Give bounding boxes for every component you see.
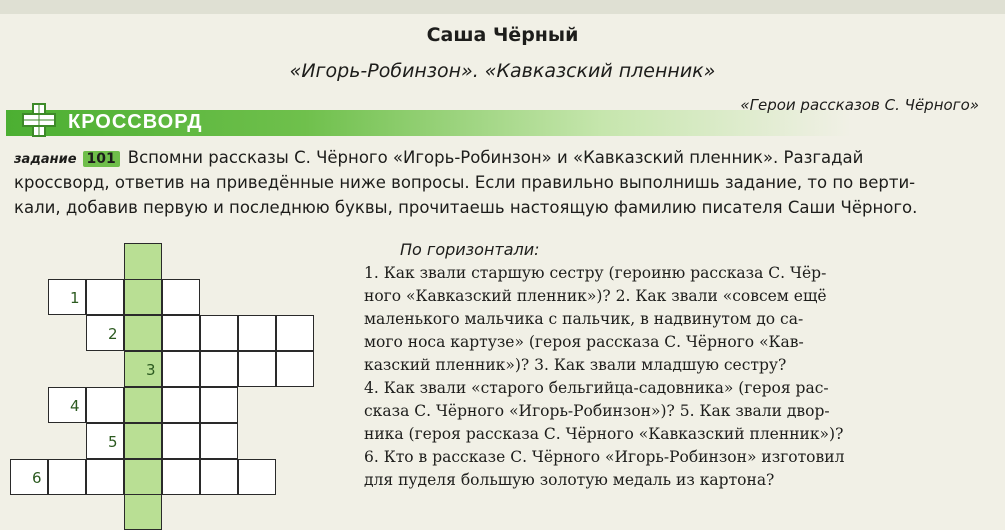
crossword-cell[interactable]: [86, 279, 124, 315]
crossword-row-number: 6: [32, 469, 42, 487]
crossword-label: КРОССВОРД: [68, 111, 203, 133]
crossword-cell[interactable]: [200, 387, 238, 423]
task-text-1: Вспомни рассказы С. Чёрного «Игорь-Робинзон» и «Кавказский пленник». Разгадай: [127, 148, 864, 167]
crossword-cell[interactable]: [124, 351, 162, 387]
crossword-row-number: 1: [70, 289, 80, 307]
task-number: 101: [83, 151, 120, 167]
question-line: маленького мальчика с пальчик, в надвинутом до са-: [364, 310, 804, 328]
question-line: 4. Как звали «старого бельгийца-садовника» (героя рас-: [364, 379, 829, 397]
crossword-cell[interactable]: [48, 279, 86, 315]
crossword-cell[interactable]: [162, 423, 200, 459]
task-line-3: кали, добавив первую и последнюю буквы, прочитаешь настоящую фамилию писателя Саши Чёрного.: [14, 198, 918, 217]
crossword-cell[interactable]: [124, 279, 162, 315]
crossword-cell[interactable]: [162, 387, 200, 423]
crossword-cell[interactable]: [86, 315, 124, 351]
question-line: ного «Кавказский пленник»)? 2. Как звали «совсем ещё: [364, 287, 827, 305]
crossword-cell[interactable]: [86, 387, 124, 423]
crossword-cell[interactable]: [238, 351, 276, 387]
crossword-cell[interactable]: [124, 315, 162, 351]
crossword-row-number: 5: [108, 433, 118, 451]
crossword-cell[interactable]: [124, 459, 162, 495]
crossword-cell[interactable]: [200, 315, 238, 351]
crossword-cell[interactable]: [86, 423, 124, 459]
crossword-cell[interactable]: [86, 459, 124, 495]
crossword-cell[interactable]: [48, 459, 86, 495]
across-heading: По горизонтали:: [400, 240, 540, 259]
crossword-cell[interactable]: [124, 387, 162, 423]
question-line: 6. Кто в рассказе С. Чёрного «Игорь-Робинзон» изготовил: [364, 448, 845, 466]
crossword-cell[interactable]: [48, 387, 86, 423]
crossword-row-number: 4: [70, 397, 80, 415]
stories-subtitle: «Игорь-Робинзон». «Кавказский пленник»: [289, 60, 716, 82]
crossword-row-number: 2: [108, 325, 118, 343]
crossword-cell[interactable]: [200, 423, 238, 459]
crossword-cell[interactable]: [238, 315, 276, 351]
crossword-cell[interactable]: [276, 351, 314, 387]
crossword-cell[interactable]: [200, 459, 238, 495]
question-line: мого носа картузе» (героя рассказа С. Чёрного «Кав-: [364, 333, 804, 351]
crossword-cell[interactable]: [162, 315, 200, 351]
crossword-cell[interactable]: [238, 459, 276, 495]
crossword-cell[interactable]: [200, 351, 238, 387]
task-badge: задание: [14, 152, 77, 167]
crossword-cell[interactable]: [10, 459, 48, 495]
crossword-cell[interactable]: [124, 423, 162, 459]
question-line: для пуделя большую золотую медаль из картона?: [364, 471, 775, 489]
task-line-2: кроссворд, ответив на приведённые ниже вопросы. Если правильно выполнишь задание, то по верти-: [14, 173, 916, 192]
question-line: 1. Как звали старшую сестру (героиню рассказа С. Чёр-: [364, 264, 827, 282]
author-heading: Саша Чёрный: [426, 24, 579, 46]
question-line: сказа С. Чёрного «Игорь-Робинзон»)? 5. Как звали двор-: [364, 402, 830, 420]
question-line: ника (героя рассказа С. Чёрного «Кавказский пленник»)?: [364, 425, 844, 443]
crossword-row-number: 3: [146, 361, 156, 379]
crossword-cell[interactable]: [276, 315, 314, 351]
question-line: казский пленник»)? 3. Как звали младшую сестру?: [364, 356, 787, 374]
crossword-cell[interactable]: [162, 351, 200, 387]
crossword-cell[interactable]: [162, 279, 200, 315]
crossword-cell[interactable]: [162, 459, 200, 495]
crossword-theme-title: «Герои рассказов С. Чёрного»: [740, 96, 979, 114]
